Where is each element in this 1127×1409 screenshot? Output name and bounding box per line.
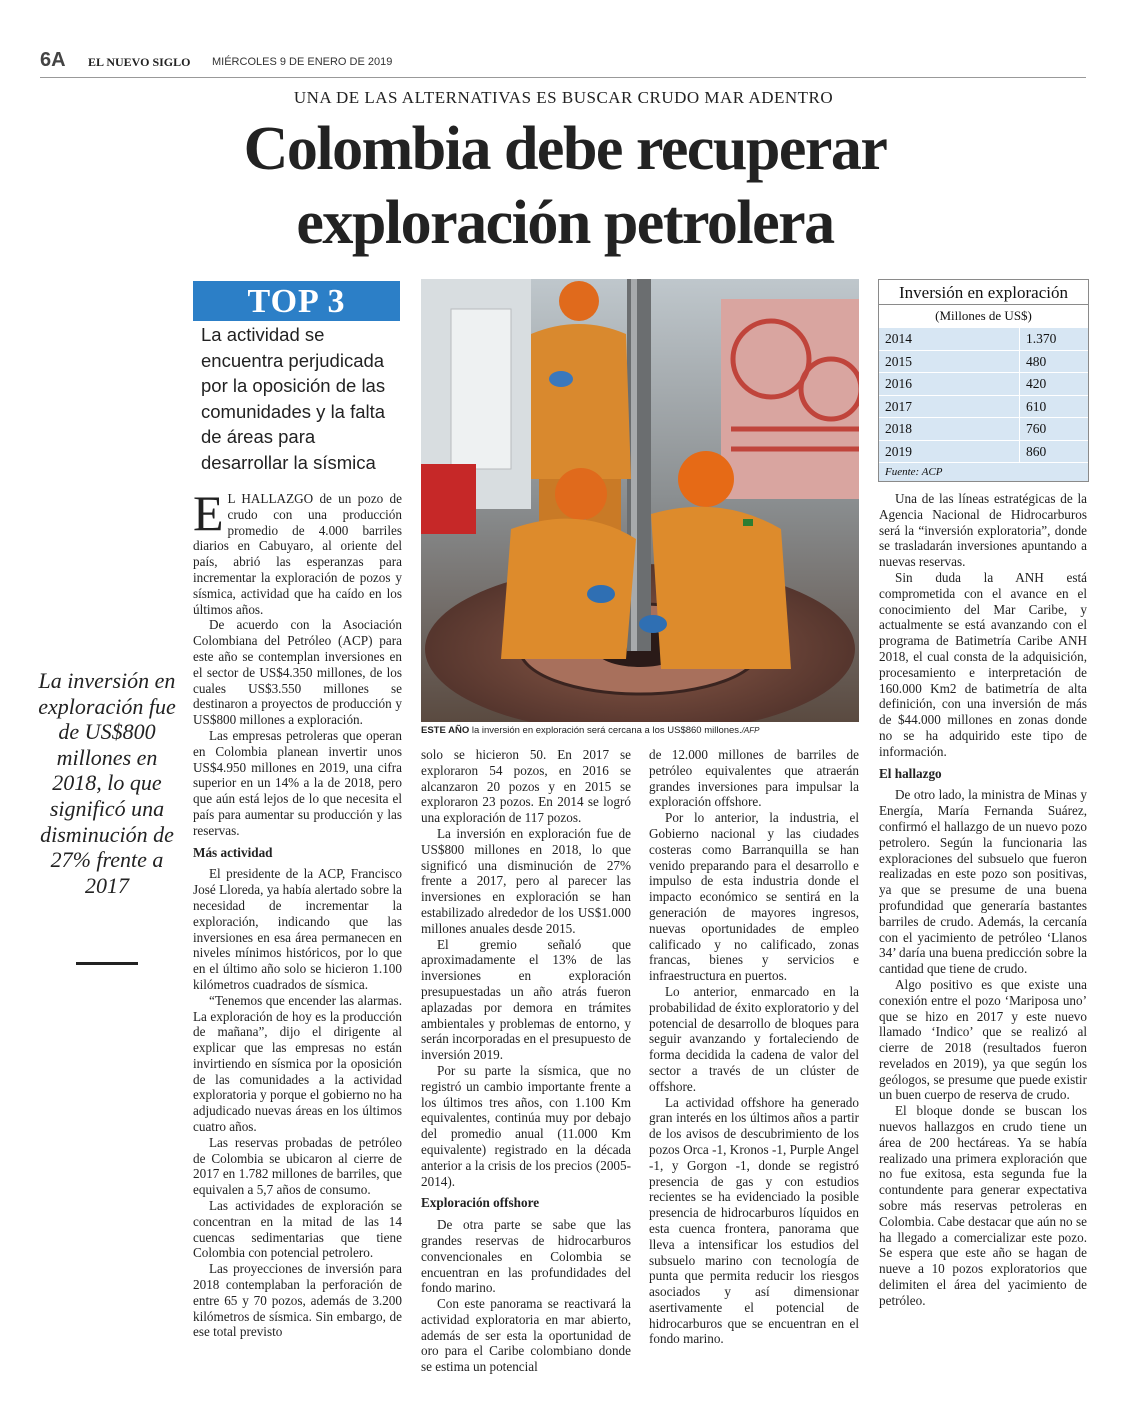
table-value: 480 bbox=[1026, 353, 1047, 369]
paragraph: Las proyecciones de inversión para 2018 contemplaban la perforación de entre 65 y 70 pozos, además de 3.200 kilómetros de sísmica. Sin embargo, de ese total previsto bbox=[193, 1261, 402, 1340]
paragraph: Las actividades de exploración se concentran en la mitad de las 14 cuencas sedimentarias que tiene Colombia con potencial petrolero. bbox=[193, 1198, 402, 1261]
paragraph: De otro lado, la ministra de Minas y Energía, María Fernanda Suárez, confirmó el hallazgo de un nuevo pozo petrolero. Según la funcionaria las exploraciones del subsuelo que fueron realizadas en este pozo son positivas, ya que se presume de una buena profundidad que generaría bastantes barriles de crudo. Además, la cercanía con el yacimiento de petróleo ‘Llanos 34’ daría una buena predicción sobre la cantidad que tiene de crudo. bbox=[879, 787, 1087, 977]
page-folio bbox=[40, 49, 1086, 78]
top3-label: TOP 3 bbox=[193, 281, 400, 321]
table-source: Fuente: ACP bbox=[879, 462, 1088, 481]
table-value: 420 bbox=[1026, 376, 1047, 391]
paragraph: E L HALLAZGO de un pozo de crudo con una producción promedio de 4.000 barriles diarios en Cabuyaro, al oriente del país, abrió las esperanzas para incrementar la exploración de pozos y sísmica, actividad que ha caído en los últimos años. bbox=[193, 485, 402, 617]
paragraph: Por su parte la sísmica, que no registró un cambio importante frente a los últimos tres años, con 1.100 Km equivalentes, continúa muy por debajo del promedio anual (11.000 Km equivalente) registrado en la década anterior a la crisis de los precios (2005-2014). bbox=[421, 1062, 631, 1189]
photo-caption-text: la inversión en exploración será cercana a los US$860 millones. bbox=[469, 725, 742, 736]
paragraph: Lo anterior, enmarcado en la probabilidad de éxito exploratorio y del potencial de desarrollo de bloques para seguir avanzando y fortaleciendo de forma decidida la cadena de valor del sector a través de un clúster de offshore. bbox=[649, 983, 859, 1094]
top3-text: La actividad se encuentra perjudicada por la oposición de las comunidades y la falta de áreas para desarrollar la sísmica bbox=[201, 324, 386, 473]
table-row bbox=[879, 440, 1088, 463]
pull-quote: La inversión en exploración fue de US$800 millones en 2018, lo que significó una disminución de 27% frente a 2017 bbox=[38, 668, 176, 898]
paragraph: de 12.000 millones de barriles de petróleo equivalentes que atraerán grandes inversiones para impulsar la exploración offshore. bbox=[649, 747, 859, 810]
table-value: 610 bbox=[1026, 398, 1047, 414]
publication-date: MIÉRCOLES 9 DE ENERO DE 2019 bbox=[212, 56, 393, 68]
paragraph: Por lo anterior, la industria, el Gobierno nacional y las ciudades costeras como Barranquilla se han venido preparando para el desarrollo e impulso de esta industria donde el impacto económico se sentirá en la generación de mayores ingresos, nuevas oportunidades de empleo calificado y no calificado, zonas francas, bienes y servicios e infraestructura en puertos. bbox=[649, 810, 859, 984]
table-row bbox=[879, 372, 1088, 395]
investment-table bbox=[878, 279, 1089, 482]
paragraph: De otra parte se sabe que las grandes reservas de hidrocarburos convencionales en Colombia se encuentran en las profundidades del fondo marino. bbox=[421, 1217, 631, 1296]
page-number: 6A bbox=[40, 49, 66, 71]
table-value: 1.370 bbox=[1026, 331, 1057, 346]
article-photo bbox=[421, 279, 859, 722]
paragraph: El bloque donde se buscan los nuevos hallazgos en crudo tiene un área de 200 hectáreas. Ya se había realizado una primera exploración que no fue exitosa, esta segunda fue la contundente para generar expectativa sobre más reservas petroleras en Colombia. Cabe destacar que aún no se ha llegado a comercializar este pozo. Se espera que este año se hagan de nueve a 10 pozos exploratorios que delimiten el área del yacimiento de petróleo. bbox=[879, 1103, 1087, 1308]
paragraph: Las reservas probadas de petróleo de Colombia se ubicaron al cierre de 2017 en 1.782 millones de barriles, que equivalen a 5,7 años de consumo. bbox=[193, 1134, 402, 1198]
paragraph: Con este panorama se reactivará la actividad exploratoria en mar abierto, además de ser esta la oportunidad de oro para el Caribe colombiano donde se estima un potencial bbox=[421, 1296, 631, 1375]
paragraph: Sin duda la ANH está comprometida con el avance en el conocimiento del Mar Caribe, y actualmente se está avanzando con el programa de Batimetría Caribe ANH 2018, el cual consta de la adquisición, procesamiento e interpretación de 160.000 Km2 de batimetría de alta definición, con una inversión de más de $44.000 millones en zonas donde no se ha adquirido este tipo de información. bbox=[879, 569, 1087, 759]
subheading: El hallazgo bbox=[879, 765, 942, 781]
article-column-3 bbox=[649, 747, 859, 1347]
table-row bbox=[879, 395, 1088, 418]
paragraph: De acuerdo con la Asociación Colombiana del Petróleo (ACP) para este año se contemplan inversiones en el sector de US$4.350 millones, de los cuales US$3.550 millones se destinaron a proyectos de producción y US$800 millones a exploración. bbox=[193, 617, 402, 728]
paragraph: solo se hicieron 50. En 2017 se exploraron 54 pozos, en 2016 se alcanzaron 20 pozos y en 2015 se exploraron 23 pozos. En 2014 se logró una exploración de 117 pozos. bbox=[421, 747, 631, 826]
table-row bbox=[879, 350, 1088, 373]
article-column-1 bbox=[193, 485, 402, 1340]
table-year: 2018 bbox=[879, 418, 1020, 440]
table-value: 860 bbox=[1026, 443, 1047, 459]
photo-caption-lead: ESTE AÑO bbox=[421, 725, 470, 736]
kicker: UNA DE LAS ALTERNATIVAS ES BUSCAR CRUDO MAR ADENTRO bbox=[293, 88, 834, 107]
article-column-2 bbox=[421, 747, 631, 1375]
table-row bbox=[879, 327, 1088, 350]
table-year: 2015 bbox=[879, 351, 1020, 373]
table-subtitle: (Millones de US$) bbox=[879, 305, 1088, 327]
table-year: 2019 bbox=[879, 441, 1020, 463]
pull-quote-rule bbox=[76, 962, 138, 965]
paragraph: Algo positivo es que existe una conexión entre el pozo ‘Mariposa uno’ que se hizo en 2017 y este nuevo llamado ‘Indico’ que se realizó al cierre de 2018 (resultados fueron revelados en 2019), ya que según los geólogos, se presume que puede existir un buen cuerpo de reserva de crudo. bbox=[879, 976, 1087, 1103]
paragraph: El presidente de la ACP, Francisco José Lloreda, ya había alertado sobre la necesidad de incrementar la exploración, indicando que las inversiones en esa área permanecen en niveles mínimos históricos, por lo que en el último año solo se hicieron 1.100 kilómetros cuadrados de sísmica. bbox=[193, 866, 402, 992]
paragraph: Una de las líneas estratégicas de la Agencia Nacional de Hidrocarburos será la “inversión exploratoria”, donde se trasladarán inversiones apuntando a nuevas reservas. bbox=[879, 491, 1087, 570]
paragraph: Las empresas petroleras que operan en Colombia planean invertir unos US$4.950 millones en 2019, una cifra superior en un 14% a la de 2018, pero que aún está lejos de lo que necesita el país para aumentar su producción y las reservas. bbox=[193, 727, 402, 838]
table-year: 2014 bbox=[879, 328, 1020, 350]
drop-cap: E bbox=[193, 485, 224, 541]
subheading: Exploración offshore bbox=[421, 1195, 540, 1211]
paragraph: “Tenemos que encender las alarmas. La exploración de hoy es la producción de mañana”, dijo el dirigente al explicar que las empresas no están invirtiendo en sísmica por la oposición de las comunidades a la actividad exploratoria y porque el gobierno no ha adjudicado nuevas áreas en los últimos cuatro años. bbox=[193, 992, 402, 1135]
table-value: 760 bbox=[1026, 421, 1047, 436]
table-row bbox=[879, 417, 1088, 440]
subheading: Más actividad bbox=[193, 844, 273, 860]
photo-caption bbox=[421, 725, 861, 736]
paragraph: La actividad offshore ha generado gran interés en los últimos años a partir de los avisos de descubrimiento de los pozos Orca -1, Kronos -1, Purple Angel -1, y Gorgon -1, donde se registró presencia de gas y con estudios recientes se ha evidenciado la posible presencia de hidrocarburos líquidos en esta cuenca frontera, panorama que lleva a intensificar los estudios del subsuelo marino con tecnología de punta que permita reducir los riesgos asociados y así dimensionar asertivamente el potencial de hidrocarburos que se encuentran en el fondo marino. bbox=[649, 1094, 859, 1347]
table-year: 2016 bbox=[879, 373, 1020, 395]
paragraph: El gremio señaló que aproximadamente el 13% de las inversiones en exploración presupuestadas un año atrás fueron aplazadas por demora en trámites ambientales y problemas de entorno, y serán incorporadas en el presupuesto de inversión 2019. bbox=[421, 936, 631, 1063]
publication-name: EL NUEVO SIGLO bbox=[88, 55, 191, 69]
table-title: Inversión en exploración bbox=[879, 280, 1088, 305]
photo-credit: /AFP bbox=[741, 726, 760, 735]
headline: Colombia debe recuperar exploración petrolera bbox=[243, 115, 887, 257]
article-column-4 bbox=[879, 491, 1087, 1309]
paragraph: La inversión en exploración fue de US$800 millones en 2018, lo que significó una disminución de 27% frente a 2017, pero al parecer las inversiones en exploración se han estabilizado alrededor de los US$1.000 millones anuales desde 2015. bbox=[421, 825, 631, 936]
table-year: 2017 bbox=[879, 396, 1020, 418]
